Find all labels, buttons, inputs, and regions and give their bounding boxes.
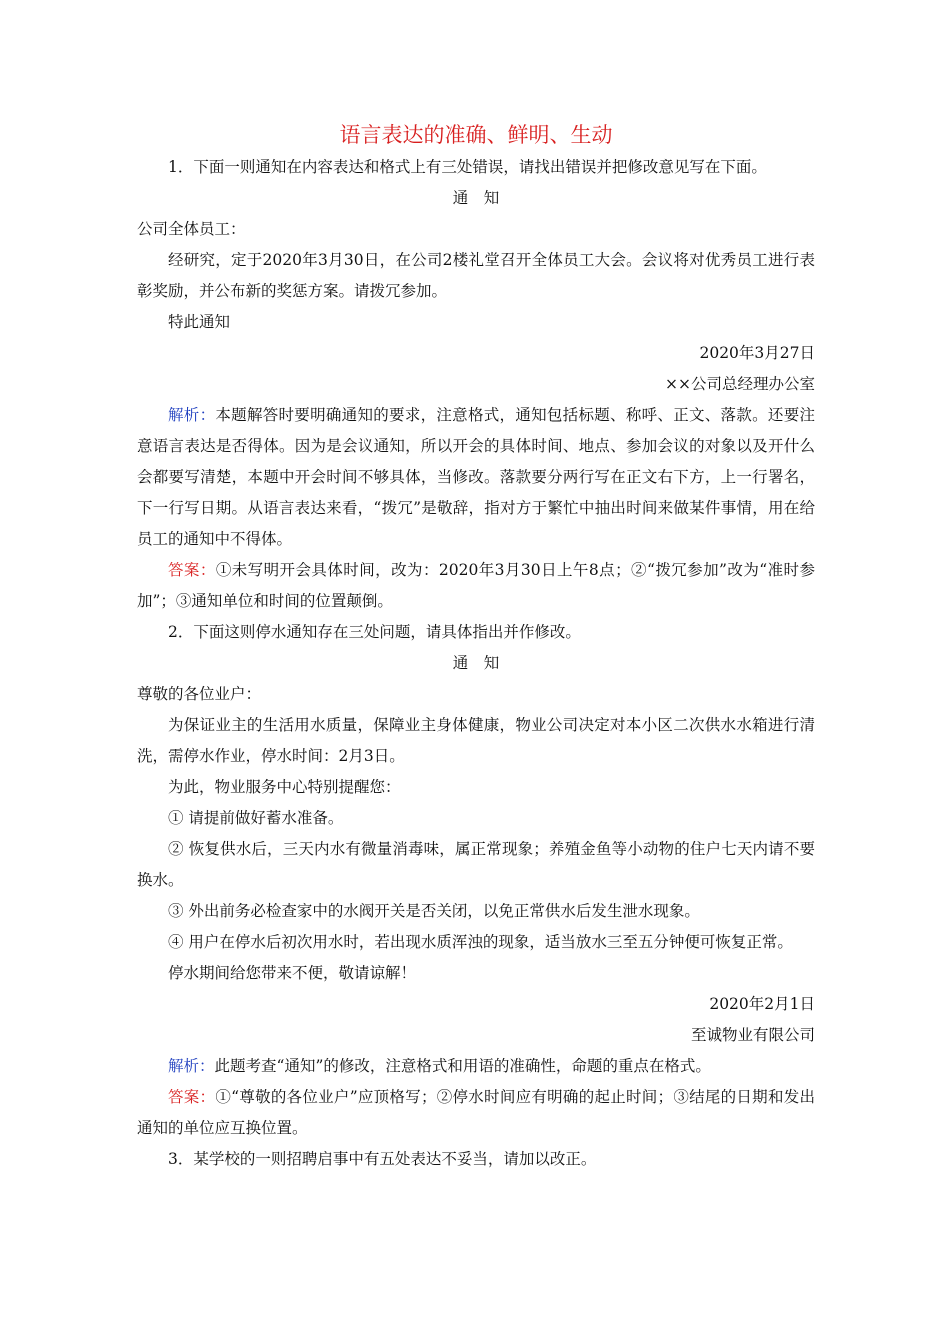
analysis-text: 此题考查“通知”的修改，注意格式和用语的准确性，命题的重点在格式。 bbox=[214, 1057, 711, 1075]
notice-2-signature: 至诚物业有限公司 bbox=[690, 1026, 815, 1044]
notice-2-body: 为保证业主的生活用水质量，保障业主身体健康，物业公司决定对本小区二次供水水箱进行清洗，需停水作业，停水时间：2月3日。 bbox=[137, 716, 815, 765]
notice-2-apology: 停水期间给您带来不便，敬请谅解！ bbox=[168, 964, 417, 982]
notice-2-date: 2020年2月1日 bbox=[709, 995, 815, 1013]
question-2 bbox=[137, 617, 815, 1144]
question-2-prompt: 2．下面这则停水通知存在三处问题，请具体指出并作修改。 bbox=[168, 623, 581, 641]
question-1-analysis bbox=[137, 400, 815, 555]
notice-2-salutation: 尊敬的各位业户： bbox=[137, 685, 262, 703]
notice-1-signature: ××公司总经理办公室 bbox=[665, 375, 815, 393]
notice-2-reminder: 为此，物业服务中心特别提醒您： bbox=[168, 778, 401, 796]
notice-1-salutation: 公司全体员工： bbox=[137, 220, 246, 238]
question-3-prompt: 3．某学校的一则招聘启事中有五处表达不妥当，请加以改正。 bbox=[168, 1150, 597, 1168]
notice-2-title: 通 知 bbox=[452, 654, 500, 672]
question-2-analysis bbox=[137, 1051, 815, 1082]
notice-2-item: ① 请提前做好蓄水准备。 bbox=[168, 809, 344, 827]
question-3 bbox=[137, 1144, 815, 1175]
notice-1-body: 经研究，定于2020年3月30日，在公司2楼礼堂召开全体员工大会。会议将对优秀员工进行表彰奖励，并公布新的奖惩方案。请拨冗参加。 bbox=[137, 251, 815, 300]
answer-text: ①“尊敬的各位业户”应顶格写；②停水时间应有明确的起止时间；③结尾的日期和发出通知的单位应互换位置。 bbox=[137, 1088, 815, 1137]
answer-label: 答案： bbox=[168, 561, 216, 579]
analysis-label: 解析： bbox=[168, 406, 216, 424]
notice-1-title: 通 知 bbox=[452, 189, 500, 207]
question-2-answer bbox=[137, 1082, 815, 1144]
answer-text: ①未写明开会具体时间，改为：2020年3月30日上午8点；②“拨冗参加”改为“准时参加”；③通知单位和时间的位置颠倒。 bbox=[137, 561, 815, 610]
analysis-text: 本题解答时要明确通知的要求，注意格式，通知包括标题、称呼、正文、落款。还要注意语言表达是否得体。因为是会议通知，所以开会的具体时间、地点、参加会议的对象以及开什么会都要写清楚，本题中开会时间不够具体，当修改。落款要分两行写在正文右下方，上一行署名，下一行写日期。从语言表达来看，“拨冗”是敬辞，指对方于繁忙中抽出时间来做某件事情，用在给员工的通知中不得体。 bbox=[137, 406, 815, 548]
notice-1-date: 2020年3月27日 bbox=[699, 344, 815, 362]
page-title: 语言表达的准确、鲜明、生动 bbox=[339, 123, 613, 147]
question-1-answer bbox=[137, 555, 815, 617]
document-page bbox=[137, 118, 815, 1175]
question-1-prompt: 1．下面一则通知在内容表达和格式上有三处错误，请找出错误并把修改意见写在下面。 bbox=[168, 158, 767, 176]
notice-1-closing: 特此通知 bbox=[168, 313, 231, 331]
answer-label: 答案： bbox=[168, 1088, 216, 1106]
notice-2-item: ② 恢复供水后，三天内水有微量消毒味，属正常现象；养殖金鱼等小动物的住户七天内请不要换水。 bbox=[137, 840, 815, 889]
notice-2-item: ④ 用户在停水后初次用水时，若出现水质浑浊的现象，适当放水三至五分钟便可恢复正常。 bbox=[168, 933, 793, 951]
analysis-label: 解析： bbox=[168, 1057, 215, 1075]
question-1 bbox=[137, 152, 815, 617]
notice-2-item: ③ 外出前务必检查家中的水阀开关是否关闭，以免正常供水后发生泄水现象。 bbox=[168, 902, 700, 920]
